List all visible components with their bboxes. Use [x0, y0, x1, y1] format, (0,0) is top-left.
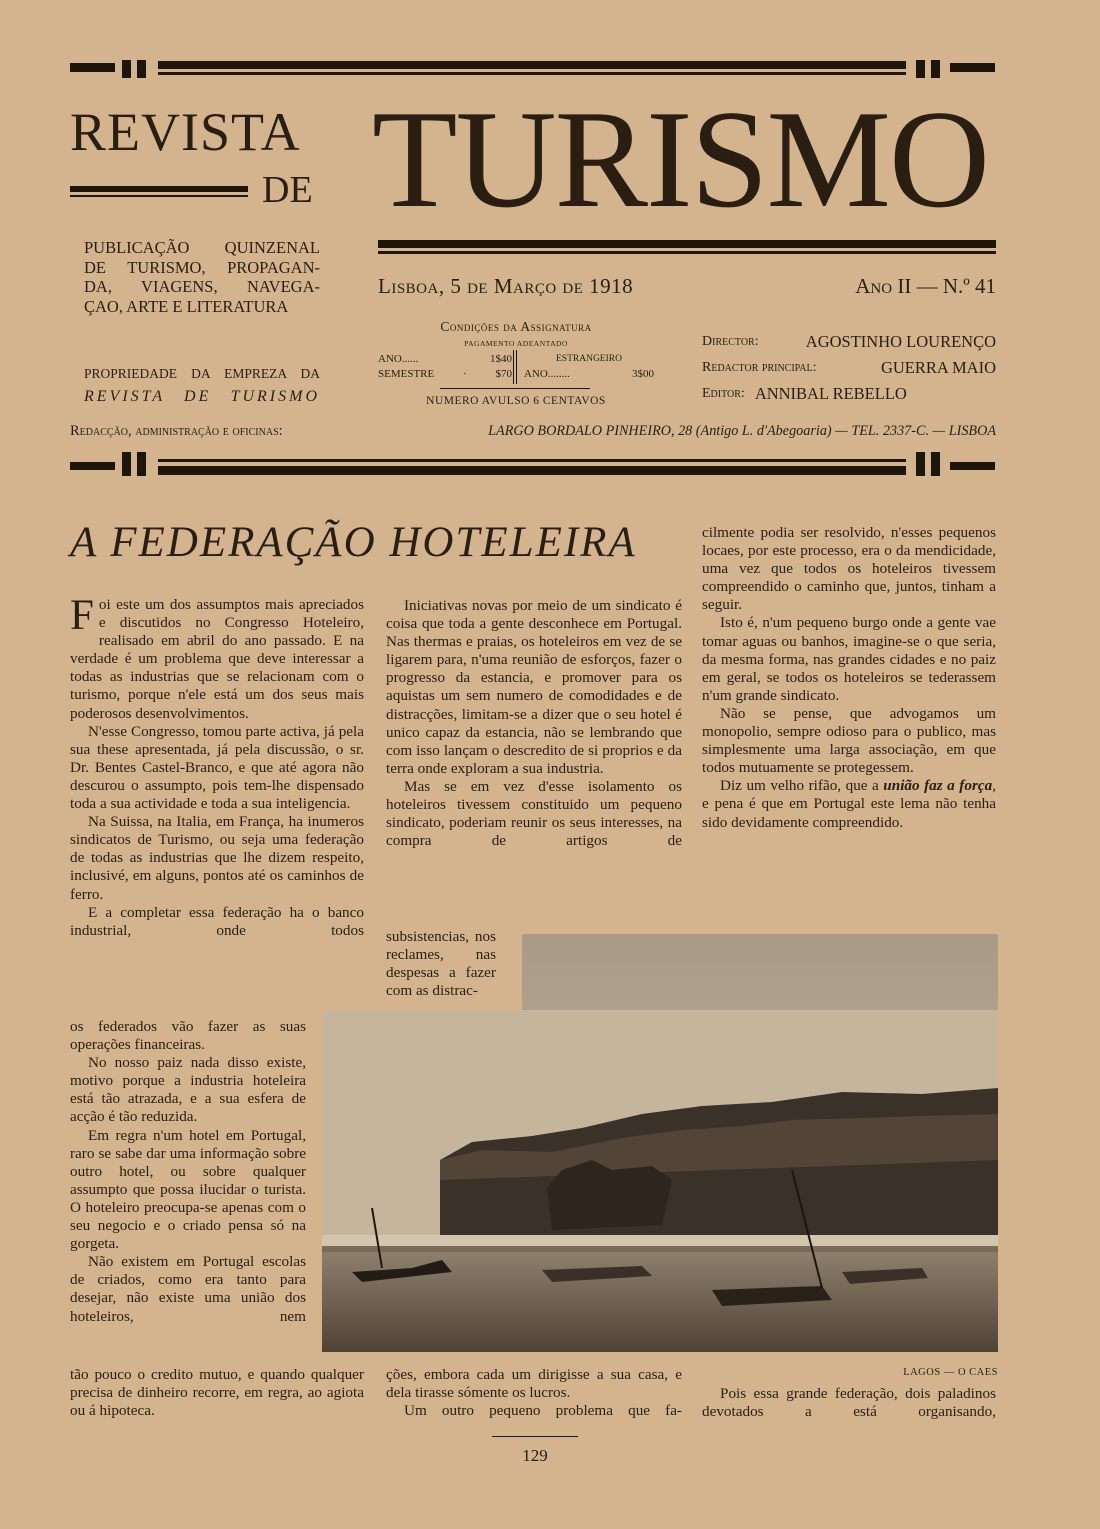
- paragraph: os federados vão fazer as suas operações financeiras.: [70, 1018, 306, 1054]
- page-number: 129: [522, 1446, 548, 1465]
- paragraph: Um outro pequeno problema que fa-: [404, 1402, 682, 1420]
- paragraph: Não existem em Portugal escolas de criados, como era tanto para desejar, não existe uma união dos hoteleiros, nem: [70, 1253, 306, 1325]
- subscription-foreign: ESTRANGEIRO ANO........ 3$00: [524, 354, 654, 380]
- place-date: Lisboa, 5 de Março de 1918: [378, 274, 634, 298]
- subscription-title: Condições da Assignatura: [440, 319, 592, 334]
- publication-description: PUBLICAÇÃO QUINZENAL DE TURISMO, PROPAGAN- DA, VIAGENS, NAVEGA- ÇAO, ARTE E LITERATURA: [84, 238, 320, 316]
- article-column-1-narrow: [70, 1018, 306, 1326]
- staff-redactor: Redactor principal: GUERRA MAIO: [702, 358, 996, 377]
- lower-rule-right-bar2: [931, 452, 940, 476]
- paragraph: Mas se em vez d'esse isolamento os hoteleiros tivessem constituido um pequeno sindicato, poderiam reunir os seus interesses, na compra de artigos de: [386, 777, 682, 850]
- paragraph: Isto é, n'um pequeno burgo onde a gente vae tomar aguas ou banhos, imagine-se o que seria, da mesma forma, nas grandes cidades e no paiz em geral, se todos os hoteleiros se tederassem n'um grande sindicato.: [702, 614, 996, 704]
- harbour-scene: [322, 1010, 998, 1352]
- top-rule-left-short: [70, 63, 115, 72]
- masthead-turismo: TURISMO: [372, 82, 989, 237]
- issue-number: Ano II — N.º 41: [855, 274, 996, 298]
- masthead-de-rule-thin: [70, 195, 248, 197]
- drop-cap: F: [70, 592, 94, 639]
- subscription-national: ANO...... 1$40 SEMESTRE · $70: [378, 353, 512, 380]
- paragraph: Não se pense, que advogamos um monopolio, sempre odioso para o publico, mas simplesmente uma larga associação, em que todos mutuamente se protegessem.: [702, 704, 996, 777]
- subscription-note: PAGAMENTO ADEANTADO: [464, 339, 568, 348]
- lower-rule-left-bar1: [122, 452, 131, 476]
- paragraph: cilmente podia ser resolvido, n'esses pequenos locaes, por este processo, era o da mendicidade, uma vez que todos os hoteleiros tivessem compreendido o caminho que, juntos, tinham a seguir.: [702, 524, 996, 614]
- masthead-title-rule-thin: [378, 251, 996, 254]
- paragraph: Na Suissa, na Italia, em França, ha inumeros sindicatos de Turismo, ou seja uma federação de todas as industrias que lhe dizem respeito, inclusivé, em alguns, pontos até os caminhos de ferro.: [70, 813, 364, 903]
- top-rule-right-short: [950, 63, 995, 72]
- property-line: PROPRIEDADE DA EMPREZA DA: [84, 366, 320, 381]
- paragraph: subsistencias, nos reclames, nas despesas a fazer com as distrac-: [386, 928, 496, 1000]
- article-column-3: [702, 524, 996, 832]
- paragraph: No nosso paiz nada disso existe, motivo porque a industria hoteleira está tão atrazada, e a sua esfera de acção é tão reduzida.: [70, 1054, 306, 1126]
- paragraph: E a completar essa federação ha o banco industrial, onde todos: [70, 903, 364, 939]
- footer-rule: [492, 1436, 578, 1437]
- paragraph: Pois essa grande federação, dois paladinos devotados a está organisando,: [702, 1385, 996, 1421]
- paragraph: ções, embora cada um dirigisse a sua casa, e dela tirasse sómente os lucros.: [386, 1366, 682, 1402]
- single-issue-price: NUMERO AVULSO 6 CENTAVOS: [426, 395, 606, 407]
- subscription-divider: [513, 350, 514, 384]
- paragraph: Foi este um dos assumptos mais apreciados e discutidos no Congresso Hoteleiro, realisado em abril do ano passado. E na verdade é um problema que deve interessar a todas as industrias que se relacionam com o turismo, porque n'ele está um dos seus mais poderosos desenvolvimentos.: [70, 592, 364, 722]
- top-rule-right-bar2: [931, 60, 940, 78]
- photo-caption: LAGOS — O CAES: [903, 1367, 998, 1378]
- top-rule-left-bar2: [137, 60, 146, 78]
- lower-rule-right-bar1: [916, 452, 925, 476]
- address-line: Redacção, administração e oficinas: LARGO BORDALO PINHEIRO, 28 (Antigo L. d'Abegoaria) — TEL. 2337-C. — LISBOA: [70, 423, 996, 439]
- harbour-photo-lower: [322, 1010, 998, 1352]
- lower-rule-main: [158, 466, 906, 475]
- top-rule-left-bar1: [122, 60, 131, 78]
- staff-editor: Editor: ANNIBAL REBELLO: [702, 384, 907, 403]
- top-rule-main-thin: [158, 72, 906, 75]
- paragraph: Diz um velho rifão, que a união faz a força, e pena é que em Portugal este lema não tenha sido devidamente compreendido.: [702, 777, 996, 831]
- lower-rule-main-thin: [158, 459, 906, 462]
- lower-rule-left-bar2: [137, 452, 146, 476]
- top-rule-main: [158, 61, 906, 69]
- paragraph: Em regra n'um hotel em Portugal, raro se sabe dar uma informação sobre outro hotel, ou sobre qualquer assumpto que possa ilucidar o turista. O hoteleiro preocupa-se apenas com o seu negocio e o criado pensa só na gorgeta.: [70, 1126, 306, 1253]
- paragraph: Iniciativas novas por meio de um sindicato é coisa que toda a gente desconhece em Portugal. Nas thermas e praias, os hoteleiros em vez de se ligarem para, n'uma reunião de esforços, fazer o progresso da estancia, e promover para os aquistas um sem numero de comodidades e de distracções, limitam-se a dizer que o seu hotel é unico capaz da estancia, não se lembrando que com isso lançam o descredito de si proprios e da terra onde exploram a sua industria.: [386, 597, 682, 777]
- article-title: A FEDERAÇÃO HOTELEIRA: [70, 519, 637, 566]
- subscription-divider-2: [516, 350, 517, 384]
- staff-list: [702, 329, 996, 407]
- article-column-1-bottom: [70, 1366, 364, 1420]
- lower-rule-right-short: [950, 462, 995, 470]
- article-column-2-narrow: [386, 928, 496, 1000]
- masthead-title-rule: [378, 240, 996, 248]
- paragraph: N'esse Congresso, tomou parte activa, já pela sua these apresentada, já pela discussão, o sr. Dr. Bentes Castel-Branco, e que até agora não descurou o assumpto, pois tem-lhe dispensado toda a sua actividade e toda a sua inteligencia.: [70, 722, 364, 813]
- lower-rule-left-short: [70, 462, 115, 470]
- subscription-underline: [440, 388, 590, 389]
- article-column-2: [386, 597, 682, 850]
- paragraph: tão pouco o credito mutuo, e quando qualquer precisa de dinheiro recorre, em regra, ao agiota ou á hipoteca.: [70, 1366, 364, 1420]
- property-name: REVISTA DE TURISMO: [84, 388, 320, 405]
- masthead-de-rule: [70, 186, 248, 192]
- article-column-3-bottom: [702, 1385, 996, 1421]
- article-column-1: [70, 592, 364, 940]
- article-column-2-bottom: [386, 1366, 682, 1420]
- staff-director: Director: AGOSTINHO LOURENÇO: [702, 332, 996, 351]
- masthead-revista: REVISTA: [70, 102, 301, 162]
- masthead-de: DE: [262, 169, 313, 211]
- emphasis: união faz a força: [883, 777, 993, 795]
- top-rule-right-bar1: [916, 60, 925, 78]
